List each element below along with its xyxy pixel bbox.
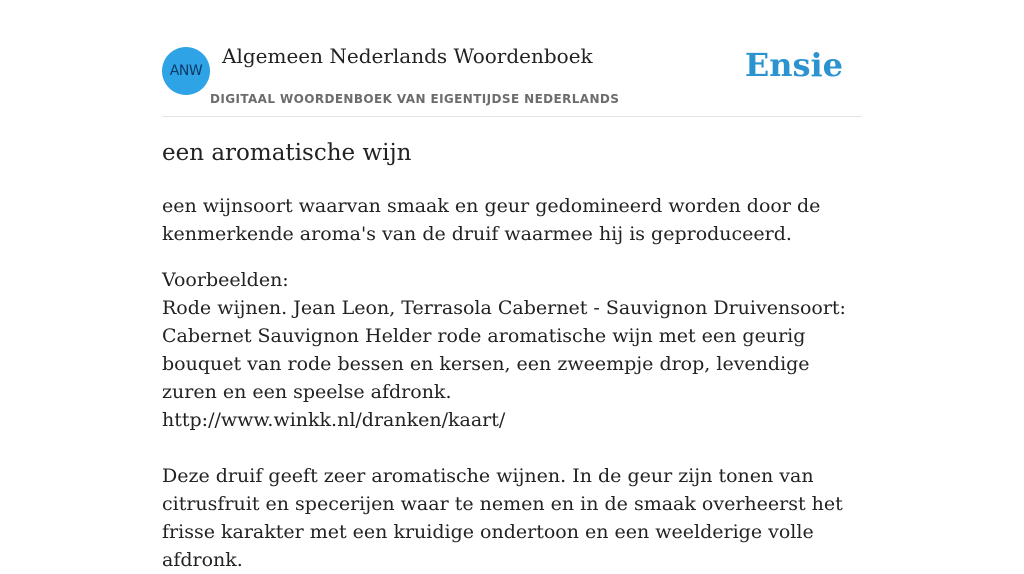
spacer (162, 434, 862, 462)
example-text: Deze druif geeft zeer aromatische wijnen. In de geur zijn tonen van citrusfruit en specerijen waar te nemen en in de smaak overheerst het frisse karakter met een kruidige ondertoon en een weelderige volle afdronk. (162, 465, 843, 571)
entry-definition: een wijnsoort waarvan smaak en geur gedomineerd worden door de kenmerkende aroma's van de druif waarmee hij is geproduceerd. (162, 195, 821, 245)
ensie-brand-link[interactable]: Ensie (744, 46, 843, 84)
logo-text: ANW (169, 63, 203, 79)
entry-term: een aromatische wijn (162, 140, 412, 166)
examples-section (162, 266, 862, 574)
example-source: http://www.winkk.nl/dranken/kaart/ (162, 409, 506, 431)
example-text: Rode wijnen. Jean Leon, Terrasola Cabernet - Sauvignon Druivensoort: Cabernet Sauvignon Helder rode aromatische wijn met een geurig bouquet van rode bessen en kersen, een zweempje drop, levendige zuren en een speelse afdronk. (162, 297, 846, 403)
anw-logo[interactable] (162, 47, 210, 95)
site-title[interactable]: Algemeen Nederlands Woordenboek (222, 44, 593, 68)
content-column (162, 0, 862, 571)
header (162, 0, 862, 117)
site-subtitle: DIGITAAL WOORDENBOEK VAN EIGENTIJDSE NEDERLANDS (210, 92, 620, 106)
examples-label: Voorbeelden: (162, 269, 289, 291)
